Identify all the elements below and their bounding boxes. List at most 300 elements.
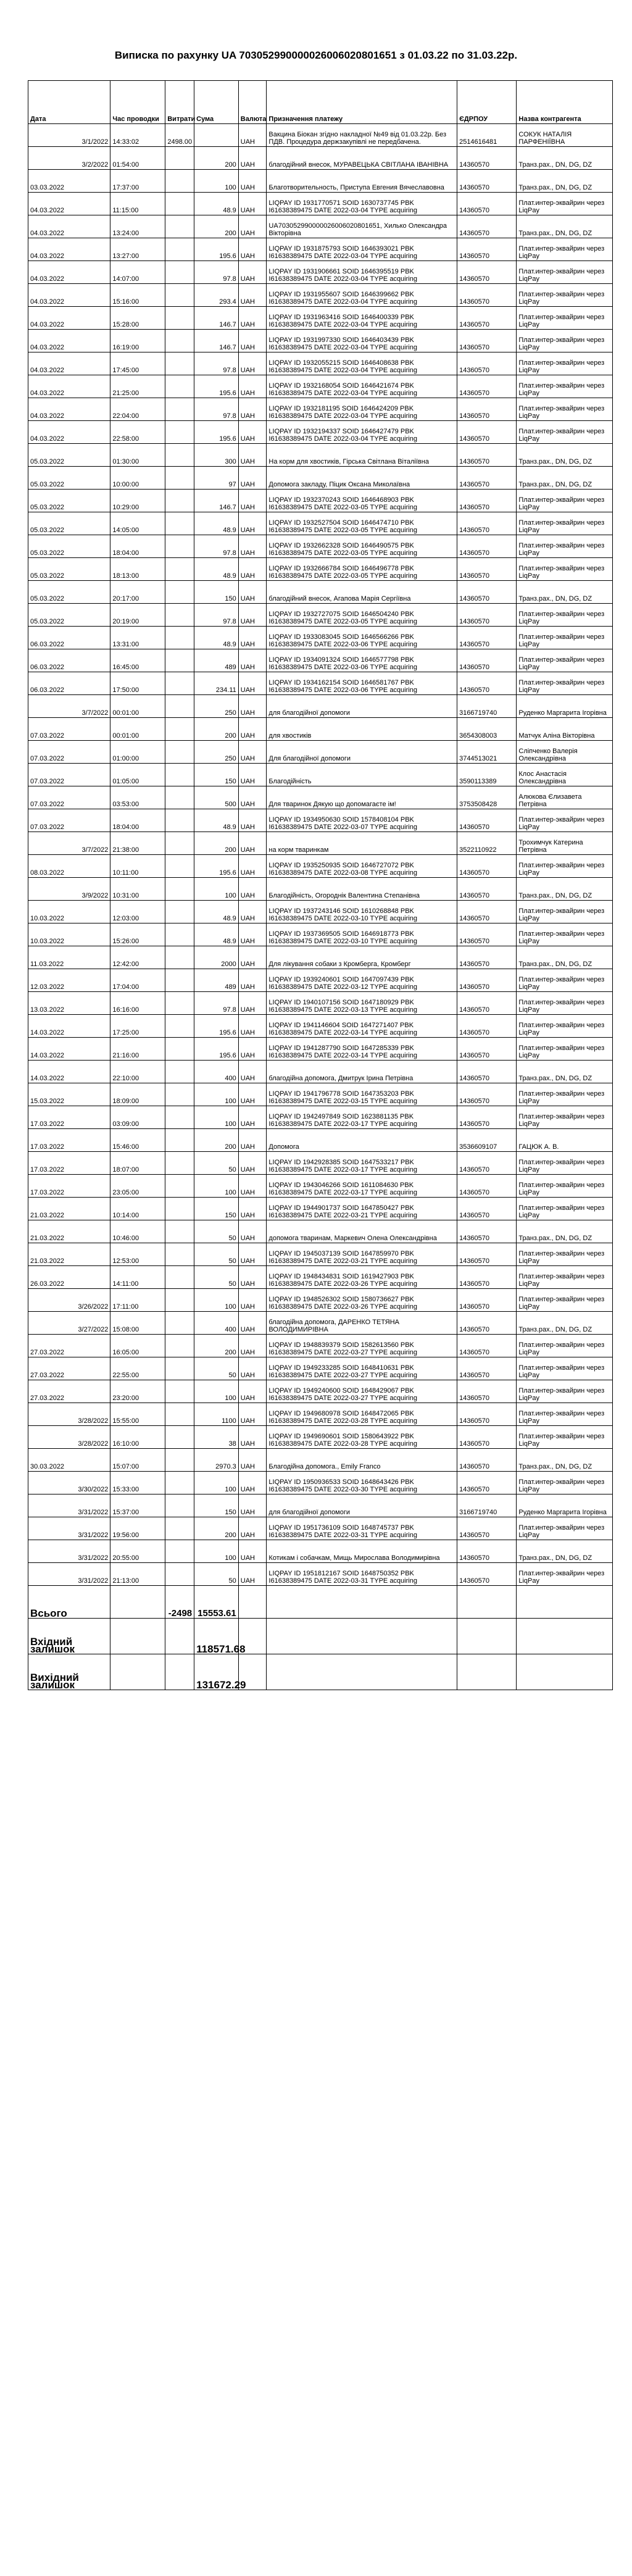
table-row [28, 923, 613, 946]
cell-date: 3/26/2022 [28, 1289, 110, 1312]
cell-out [165, 1289, 194, 1312]
cell-time: 15:28:00 [110, 307, 165, 330]
cell-time: 21:16:00 [110, 1038, 165, 1061]
cell-out [165, 512, 194, 535]
cell-purpose: благодійна допомога, Дмитрук Ірина Петрівна [267, 1061, 457, 1083]
cell-currency: UAH [238, 832, 267, 855]
table-row [28, 901, 613, 923]
cell-purpose: LIQPAY ID 1933083045 SOID 1646566266 PBK I61638389475 DATE 2022-03-06 TYPE acquiring [267, 627, 457, 649]
table-row [28, 1540, 613, 1563]
cell-date: 17.03.2022 [28, 1106, 110, 1129]
cell-currency: UAH [238, 786, 267, 809]
table-row [28, 1380, 613, 1403]
cell-purpose: LIQPAY ID 1943046266 SOID 1611084630 PBK I61638389475 DATE 2022-03-17 TYPE acquiring [267, 1175, 457, 1198]
cell-time: 20:17:00 [110, 581, 165, 604]
cell-counterparty: Плат.интер-эквайрин через LiqPay [517, 901, 613, 923]
cell-date: 07.03.2022 [28, 809, 110, 832]
cell-date: 12.03.2022 [28, 969, 110, 992]
cell-edrpou: 14360570 [457, 581, 517, 604]
cell-sum: 97.8 [194, 352, 239, 375]
cell-edrpou: 3590113389 [457, 764, 517, 786]
cell-out [165, 1472, 194, 1494]
cell-edrpou: 14360570 [457, 923, 517, 946]
header-row [28, 81, 613, 124]
cell-out [165, 946, 194, 969]
cell-sum: 2970.3 [194, 1449, 239, 1472]
cell-edrpou: 14360570 [457, 1220, 517, 1243]
cell-time: 17:37:00 [110, 170, 165, 193]
table-row [28, 375, 613, 398]
cell-edrpou: 14360570 [457, 1517, 517, 1540]
cell-currency: UAH [238, 261, 267, 284]
cell-counterparty: Плат.интер-эквайрин через LiqPay [517, 284, 613, 307]
cell-date: 3/7/2022 [28, 832, 110, 855]
cell-purpose: для хвостиків [267, 718, 457, 741]
table-row [28, 307, 613, 330]
cell-out [165, 969, 194, 992]
cell-purpose: LIQPAY ID 1931906661 SOID 1646395519 PBK I61638389475 DATE 2022-03-04 TYPE acquiring [267, 261, 457, 284]
cell-purpose: LIQPAY ID 1932370243 SOID 1646468903 PBK I61638389475 DATE 2022-03-05 TYPE acquiring [267, 490, 457, 512]
cell-sum: 50 [194, 1357, 239, 1380]
cell-counterparty: Плат.интер-эквайрин через LiqPay [517, 1380, 613, 1403]
cell-purpose: LIQPAY ID 1940107156 SOID 1647180929 PBK I61638389475 DATE 2022-03-13 TYPE acquiring [267, 992, 457, 1015]
opening-balance-row [28, 1619, 613, 1654]
table-row [28, 1015, 613, 1038]
cell-purpose: LIQPAY ID 1935250935 SOID 1646727072 PBK I61638389475 DATE 2022-03-08 TYPE acquiring [267, 855, 457, 878]
cell-time: 11:15:00 [110, 193, 165, 215]
cell-sum: 38 [194, 1426, 239, 1449]
cell-counterparty: Плат.интер-эквайрин через LiqPay [517, 1015, 613, 1038]
cell-out [165, 1015, 194, 1038]
cell-currency: UAH [238, 307, 267, 330]
cell-sum: 195.6 [194, 421, 239, 444]
cell-out [165, 261, 194, 284]
cell-sum: 200 [194, 147, 239, 170]
cell-edrpou: 3753508428 [457, 786, 517, 809]
cell-sum: 200 [194, 832, 239, 855]
cell-purpose: Благодійна допомога., Emily Franco [267, 1449, 457, 1472]
cell-counterparty: Плат.интер-эквайрин через LiqPay [517, 512, 613, 535]
col-counterparty-header: Назва контрагента [517, 81, 613, 124]
cell-edrpou: 14360570 [457, 1449, 517, 1472]
cell-date: 10.03.2022 [28, 901, 110, 923]
cell-out [165, 1449, 194, 1472]
cell-date: 15.03.2022 [28, 1083, 110, 1106]
table-row [28, 832, 613, 855]
cell-currency: UAH [238, 535, 267, 558]
table-row [28, 946, 613, 969]
cell-sum: 489 [194, 649, 239, 672]
cell-currency: UAH [238, 193, 267, 215]
cell-sum: 500 [194, 786, 239, 809]
cell-sum: 293.4 [194, 284, 239, 307]
cell-out [165, 1312, 194, 1335]
cell-date: 04.03.2022 [28, 238, 110, 261]
table-row [28, 193, 613, 215]
table-row [28, 1198, 613, 1220]
cell-sum: 400 [194, 1312, 239, 1335]
cell-out [165, 352, 194, 375]
cell-out [165, 649, 194, 672]
cell-time: 14:11:00 [110, 1266, 165, 1289]
cell-out [165, 718, 194, 741]
cell-date: 3/2/2022 [28, 147, 110, 170]
table-row [28, 604, 613, 627]
cell-out [165, 1540, 194, 1563]
cell-currency: UAH [238, 124, 267, 147]
cell-edrpou: 14360570 [457, 1335, 517, 1357]
cell-sum: 200 [194, 718, 239, 741]
cell-sum: 146.7 [194, 307, 239, 330]
cell-purpose: LIQPAY ID 1948526302 SOID 1580736627 PBK I61638389475 DATE 2022-03-26 TYPE acquiring [267, 1289, 457, 1312]
cell-counterparty: Плат.интер-эквайрин через LiqPay [517, 1335, 613, 1357]
cell-edrpou: 14360570 [457, 1106, 517, 1129]
cell-time: 10:11:00 [110, 855, 165, 878]
cell-purpose: Для благодійної допомоги [267, 741, 457, 764]
cell-purpose: LIQPAY ID 1934091324 SOID 1646577798 PBK I61638389475 DATE 2022-03-06 TYPE acquiring [267, 649, 457, 672]
cell-date: 3/31/2022 [28, 1563, 110, 1586]
table-row [28, 512, 613, 535]
cell-date: 3/1/2022 [28, 124, 110, 147]
cell-counterparty: Плат.интер-эквайрин через LiqPay [517, 649, 613, 672]
cell-out [165, 1403, 194, 1426]
cell-sum: 48.9 [194, 627, 239, 649]
cell-sum [194, 124, 239, 147]
table-row [28, 1152, 613, 1175]
cell-time: 01:30:00 [110, 444, 165, 467]
cell-counterparty: Плат.интер-эквайрин через LiqPay [517, 1472, 613, 1494]
cell-time: 10:29:00 [110, 490, 165, 512]
cell-edrpou: 14360570 [457, 467, 517, 490]
cell-time: 15:33:00 [110, 1472, 165, 1494]
table-row [28, 1449, 613, 1472]
cell-currency: UAH [238, 1289, 267, 1312]
cell-sum: 97.8 [194, 398, 239, 421]
cell-out [165, 330, 194, 352]
cell-time: 23:20:00 [110, 1380, 165, 1403]
table-row [28, 1266, 613, 1289]
cell-date: 04.03.2022 [28, 193, 110, 215]
cell-purpose: благодійний внесок, Агапова Марія Сергіївна [267, 581, 457, 604]
cell-purpose: LIQPAY ID 1941287790 SOID 1647285339 PBK I61638389475 DATE 2022-03-14 TYPE acquiring [267, 1038, 457, 1061]
cell-edrpou: 14360570 [457, 604, 517, 627]
cell-date: 17.03.2022 [28, 1175, 110, 1198]
cell-date: 13.03.2022 [28, 992, 110, 1015]
cell-edrpou: 14360570 [457, 535, 517, 558]
cell-time: 00:01:00 [110, 695, 165, 718]
cell-currency: UAH [238, 1563, 267, 1586]
cell-sum: 48.9 [194, 512, 239, 535]
cell-purpose: LIQPAY ID 1948839379 SOID 1582613560 PBK I61638389475 DATE 2022-03-27 TYPE acquiring [267, 1335, 457, 1357]
cell-time: 13:31:00 [110, 627, 165, 649]
cell-purpose: LIQPAY ID 1937243146 SOID 1610268848 PBK I61638389475 DATE 2022-03-10 TYPE acquiring [267, 901, 457, 923]
cell-edrpou: 14360570 [457, 490, 517, 512]
cell-sum: 200 [194, 1129, 239, 1152]
cell-purpose: LIQPAY ID 1932527504 SOID 1646474710 PBK I61638389475 DATE 2022-03-05 TYPE acquiring [267, 512, 457, 535]
cell-sum: 48.9 [194, 558, 239, 581]
cell-purpose: LIQPAY ID 1942928385 SOID 1647533217 PBK I61638389475 DATE 2022-03-17 TYPE acquiring [267, 1152, 457, 1175]
cell-sum: 100 [194, 170, 239, 193]
cell-out [165, 923, 194, 946]
cell-sum: 400 [194, 1061, 239, 1083]
col-currency-header: Валюта [238, 81, 267, 124]
cell-time: 18:09:00 [110, 1083, 165, 1106]
cell-date: 04.03.2022 [28, 307, 110, 330]
cell-out [165, 444, 194, 467]
cell-sum: 50 [194, 1152, 239, 1175]
table-row [28, 1175, 613, 1198]
table-row [28, 1106, 613, 1129]
cell-currency: UAH [238, 1380, 267, 1403]
cell-purpose: LIQPAY ID 1931997330 SOID 1646403439 PBK I61638389475 DATE 2022-03-04 TYPE acquiring [267, 330, 457, 352]
cell-counterparty: Плат.интер-эквайрин через LiqPay [517, 490, 613, 512]
cell-counterparty: Руденко Маргарита Ігорівна [517, 695, 613, 718]
cell-currency: UAH [238, 1198, 267, 1220]
cell-currency: UAH [238, 284, 267, 307]
cell-counterparty: Плат.интер-эквайрин через LiqPay [517, 1403, 613, 1426]
table-row [28, 695, 613, 718]
cell-currency: UAH [238, 1517, 267, 1540]
cell-counterparty: Плат.интер-эквайрин через LiqPay [517, 1289, 613, 1312]
cell-out [165, 467, 194, 490]
cell-out [165, 193, 194, 215]
cell-currency: UAH [238, 444, 267, 467]
cell-currency: UAH [238, 147, 267, 170]
cell-sum: 100 [194, 1106, 239, 1129]
cell-edrpou: 14360570 [457, 901, 517, 923]
cell-counterparty: Транз.рах., DN, DG, DZ [517, 1540, 613, 1563]
cell-time: 15:07:00 [110, 1449, 165, 1472]
cell-time: 19:56:00 [110, 1517, 165, 1540]
cell-purpose: LIQPAY ID 1932194337 SOID 1646427479 PBK I61638389475 DATE 2022-03-04 TYPE acquiring [267, 421, 457, 444]
cell-edrpou: 3166719740 [457, 695, 517, 718]
cell-time: 13:24:00 [110, 215, 165, 238]
table-row [28, 215, 613, 238]
cell-sum: 97.8 [194, 535, 239, 558]
cell-edrpou: 3536609107 [457, 1129, 517, 1152]
cell-date: 27.03.2022 [28, 1335, 110, 1357]
cell-purpose: для благодійної допомоги [267, 695, 457, 718]
table-row [28, 284, 613, 307]
cell-edrpou: 2514616481 [457, 124, 517, 147]
cell-date: 14.03.2022 [28, 1038, 110, 1061]
cell-purpose: допомога тваринам, Маркевич Олена Олександрівна [267, 1220, 457, 1243]
cell-sum: 50 [194, 1266, 239, 1289]
cell-out [165, 1152, 194, 1175]
cell-edrpou: 14360570 [457, 444, 517, 467]
cell-date: 05.03.2022 [28, 535, 110, 558]
cell-sum: 100 [194, 1472, 239, 1494]
cell-time: 22:55:00 [110, 1357, 165, 1380]
cell-counterparty: Матчук Аліна Вікторівна [517, 718, 613, 741]
table-row [28, 649, 613, 672]
cell-out [165, 695, 194, 718]
cell-currency: UAH [238, 398, 267, 421]
cell-currency: UAH [238, 1015, 267, 1038]
cell-date: 27.03.2022 [28, 1357, 110, 1380]
cell-purpose: LIQPAY ID 1951812167 SOID 1648750352 PBK I61638389475 DATE 2022-03-31 TYPE acquiring [267, 1563, 457, 1586]
table-row [28, 352, 613, 375]
cell-purpose: LIQPAY ID 1949233285 SOID 1648410631 PBK I61638389475 DATE 2022-03-27 TYPE acquiring [267, 1357, 457, 1380]
cell-currency: UAH [238, 1152, 267, 1175]
cell-edrpou: 14360570 [457, 1198, 517, 1220]
cell-sum: 150 [194, 1198, 239, 1220]
cell-currency: UAH [238, 558, 267, 581]
cell-date: 05.03.2022 [28, 467, 110, 490]
cell-counterparty: Плат.интер-эквайрин через LiqPay [517, 330, 613, 352]
cell-out [165, 307, 194, 330]
cell-purpose: благодійний внесок, МУРАВЕЦЬКА СВІТЛАНА ІВАНІВНА [267, 147, 457, 170]
cell-sum: 250 [194, 741, 239, 764]
cell-purpose: Допомога закладу, Піцик Оксана Миколаївна [267, 467, 457, 490]
cell-date: 05.03.2022 [28, 558, 110, 581]
cell-currency: UAH [238, 878, 267, 901]
cell-out: 2498.00 [165, 124, 194, 147]
cell-counterparty: Транз.рах., DN, DG, DZ [517, 147, 613, 170]
table-row [28, 330, 613, 352]
cell-time: 15:37:00 [110, 1494, 165, 1517]
closing-balance-value: 131672.29 [194, 1654, 239, 1690]
cell-out [165, 147, 194, 170]
table-row [28, 421, 613, 444]
cell-sum: 48.9 [194, 901, 239, 923]
cell-out [165, 1335, 194, 1357]
cell-edrpou: 14360570 [457, 855, 517, 878]
cell-counterparty: Транз.рах., DN, DG, DZ [517, 946, 613, 969]
cell-out [165, 238, 194, 261]
cell-out [165, 992, 194, 1015]
cell-counterparty: Плат.интер-эквайрин через LiqPay [517, 307, 613, 330]
cell-edrpou: 14360570 [457, 558, 517, 581]
cell-purpose: Для тваринок Дякую що допомагаєте ім! [267, 786, 457, 809]
cell-counterparty: Транз.рах., DN, DG, DZ [517, 581, 613, 604]
cell-time: 16:45:00 [110, 649, 165, 672]
cell-time: 10:46:00 [110, 1220, 165, 1243]
cell-sum: 100 [194, 1175, 239, 1198]
cell-time: 14:33:02 [110, 124, 165, 147]
cell-edrpou: 14360570 [457, 992, 517, 1015]
cell-date: 06.03.2022 [28, 627, 110, 649]
cell-sum: 195.6 [194, 375, 239, 398]
cell-out [165, 832, 194, 855]
cell-date: 3/31/2022 [28, 1540, 110, 1563]
cell-sum: 97.8 [194, 992, 239, 1015]
cell-date: 3/28/2022 [28, 1426, 110, 1449]
cell-currency: UAH [238, 946, 267, 969]
col-purpose-header: Призначення платежу [267, 81, 457, 124]
col-out-header: Витрати [165, 81, 194, 124]
col-date-header: Дата [28, 81, 110, 124]
cell-purpose: LIQPAY ID 1941146604 SOID 1647271407 PBK I61638389475 DATE 2022-03-14 TYPE acquiring [267, 1015, 457, 1038]
cell-purpose: LIQPAY ID 1949240600 SOID 1648429067 PBK I61638389475 DATE 2022-03-27 TYPE acquiring [267, 1380, 457, 1403]
cell-counterparty: Плат.интер-эквайрин через LiqPay [517, 1152, 613, 1175]
cell-counterparty: СОКУК НАТАЛІЯ ПАРФЕНІЇВНА [517, 124, 613, 147]
table-row [28, 398, 613, 421]
table-row [28, 1129, 613, 1152]
cell-currency: UAH [238, 1175, 267, 1198]
cell-edrpou: 14360570 [457, 147, 517, 170]
cell-date: 30.03.2022 [28, 1449, 110, 1472]
cell-sum: 48.9 [194, 923, 239, 946]
cell-sum: 50 [194, 1563, 239, 1586]
cell-counterparty: Плат.интер-эквайрин через LiqPay [517, 1563, 613, 1586]
cell-currency: UAH [238, 1083, 267, 1106]
cell-counterparty: Плат.интер-эквайрин через LiqPay [517, 261, 613, 284]
cell-sum: 2000 [194, 946, 239, 969]
cell-purpose: LIQPAY ID 1932666784 SOID 1646496778 PBK I61638389475 DATE 2022-03-05 TYPE acquiring [267, 558, 457, 581]
cell-currency: UAH [238, 718, 267, 741]
cell-out [165, 1175, 194, 1198]
cell-time: 22:58:00 [110, 421, 165, 444]
cell-sum: 97 [194, 467, 239, 490]
cell-time: 00:01:00 [110, 718, 165, 741]
cell-purpose: Допомога [267, 1129, 457, 1152]
cell-date: 3/30/2022 [28, 1472, 110, 1494]
table-row [28, 1426, 613, 1449]
cell-time: 10:14:00 [110, 1198, 165, 1220]
table-row [28, 1517, 613, 1540]
cell-currency: UAH [238, 809, 267, 832]
cell-date: 17.03.2022 [28, 1152, 110, 1175]
table-row [28, 1357, 613, 1380]
table-row [28, 627, 613, 649]
cell-edrpou: 14360570 [457, 352, 517, 375]
cell-sum: 195.6 [194, 1038, 239, 1061]
cell-time: 18:07:00 [110, 1152, 165, 1175]
cell-edrpou: 14360570 [457, 1038, 517, 1061]
cell-currency: UAH [238, 1061, 267, 1083]
cell-edrpou: 14360570 [457, 170, 517, 193]
cell-currency: UAH [238, 490, 267, 512]
opening-balance-value: 118571.68 [194, 1619, 239, 1654]
cell-counterparty: ГАЦЮК А. В. [517, 1129, 613, 1152]
table-row [28, 1472, 613, 1494]
cell-edrpou: 14360570 [457, 1015, 517, 1038]
cell-currency: UAH [238, 855, 267, 878]
cell-time: 13:27:00 [110, 238, 165, 261]
cell-purpose: LIQPAY ID 1932181195 SOID 1646424209 PBK I61638389475 DATE 2022-03-04 TYPE acquiring [267, 398, 457, 421]
cell-sum: 97.8 [194, 604, 239, 627]
table-row [28, 878, 613, 901]
cell-currency: UAH [238, 695, 267, 718]
cell-sum: 150 [194, 764, 239, 786]
cell-date: 27.03.2022 [28, 1380, 110, 1403]
cell-date: 05.03.2022 [28, 490, 110, 512]
cell-purpose: На корм для хвостиків, Гірська Світлана Віталіївна [267, 444, 457, 467]
cell-currency: UAH [238, 992, 267, 1015]
cell-counterparty: Плат.интер-эквайрин через LiqPay [517, 558, 613, 581]
cell-date: 04.03.2022 [28, 421, 110, 444]
table-row [28, 809, 613, 832]
cell-out [165, 855, 194, 878]
cell-time: 22:10:00 [110, 1061, 165, 1083]
cell-edrpou: 14360570 [457, 330, 517, 352]
cell-out [165, 215, 194, 238]
cell-purpose: LIQPAY ID 1939240601 SOID 1647097439 PBK I61638389475 DATE 2022-03-12 TYPE acquiring [267, 969, 457, 992]
cell-date: 07.03.2022 [28, 764, 110, 786]
cell-counterparty: Сліпченко Валерія Олександрівна [517, 741, 613, 764]
cell-time: 17:04:00 [110, 969, 165, 992]
table-row [28, 467, 613, 490]
cell-purpose: Благодійність, Огороднік Валентина Степанівна [267, 878, 457, 901]
cell-purpose: LIQPAY ID 1950936533 SOID 1648643426 PBK I61638389475 DATE 2022-03-30 TYPE acquiring [267, 1472, 457, 1494]
cell-purpose: Благотворительность, Приступа Евгения Вячеславовна [267, 170, 457, 193]
cell-counterparty: Плат.интер-эквайрин через LiqPay [517, 923, 613, 946]
table-row [28, 786, 613, 809]
cell-edrpou: 14360570 [457, 1266, 517, 1289]
cell-purpose: LIQPAY ID 1949680978 SOID 1648472065 PBK I61638389475 DATE 2022-03-28 TYPE acquiring [267, 1403, 457, 1426]
cell-currency: UAH [238, 1335, 267, 1357]
